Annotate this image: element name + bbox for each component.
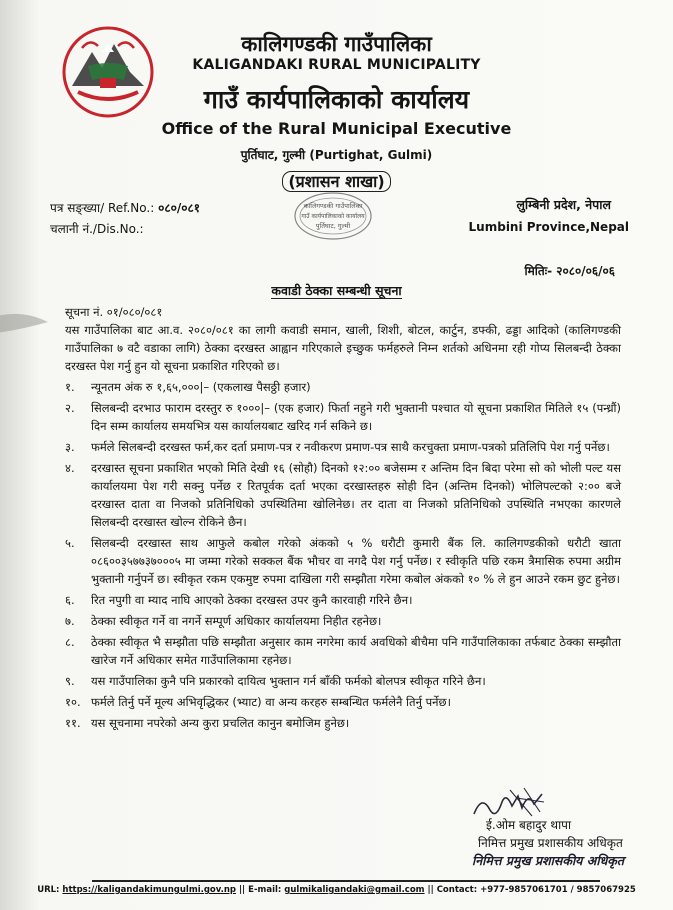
condition-text: सिलबन्दी दरभाउ फाराम दरस्तुर रु १०००|– (एक हजार) फिर्ता नहुने गरी भुक्तानी पश्चात यो सूचना प्रकाशित मितिले १५ (पन्ध्रौं) दिन सम्म कार्यालय समयभित्र यस कार्यालयबाट खरिद गर्न सकिने छ।: [91, 401, 621, 433]
condition-item: [65, 399, 621, 435]
condition-item: [65, 612, 621, 630]
footer-contact-label: Contact:: [436, 885, 478, 895]
condition-item: [65, 534, 621, 588]
municipality-name-english: KALIGANDAKI RURAL MUNICIPALITY: [192, 57, 481, 73]
condition-number: ५.: [65, 536, 75, 550]
footer-separator: ||: [238, 885, 246, 895]
condition-number: १०.: [65, 695, 81, 709]
footer: [0, 885, 673, 895]
condition-text: न्यूनतम अंक रु १,६५,०००|– (एकलाख पैसठ्ठी हजार): [91, 380, 311, 394]
notice-date: मितिः- २०८०/०६/०६: [524, 264, 615, 278]
footer-email-link[interactable]: gulmikaligandaki@gmail.com: [284, 885, 425, 895]
dispatch-label: चलानी नं./Dis.No.:: [50, 222, 144, 236]
condition-item: [65, 714, 621, 732]
signatory-name: ई.ओम बहादुर थापा: [486, 818, 572, 832]
condition-item: [65, 693, 621, 711]
condition-item: [65, 378, 621, 396]
footer-divider: [92, 880, 600, 882]
condition-text: यस सूचनामा नपरेको अन्य कुरा प्रचलित कानुन बमोजिम हुनेछ।: [91, 716, 350, 730]
location-nepali: पुर्तिघाट, गुल्मी: [240, 148, 306, 162]
footer-contact-value: +977-9857061701 / 9857067925: [480, 885, 636, 895]
condition-item: [65, 672, 621, 690]
condition-number: १.: [65, 380, 75, 394]
condition-text: फर्मले सिलबन्दी दरखस्त फर्म,कर दर्ता प्रमाण-पत्र र नवीकरण प्रमाण-पत्र साथै करचुक्ता प्रमाण-पत्रको प्रतिलिपि पेश गर्नु पर्नेछ।: [91, 440, 610, 454]
condition-number: ११.: [65, 716, 81, 730]
notice-title-text: कवाडी ठेक्का सम्बन्धी सूचना: [271, 283, 402, 298]
notice-number: सूचना नं. ०१/०८०/०८१: [65, 305, 163, 319]
condition-number: ६.: [65, 593, 75, 607]
condition-number: ८.: [65, 635, 75, 649]
office-stamp-icon: [292, 190, 374, 242]
condition-text: यस गाउँपालिका कुनै पनि प्रकारको दायित्व भुक्तान गर्न बाँकी फर्मको बोलपत्र स्वीकृत गरिने छैन।: [91, 674, 486, 688]
section-name: [0, 170, 673, 192]
footer-separator: ||: [427, 885, 434, 895]
notice-intro: यस गाउँपालिका बाट आ.व. २०८०/०८१ का लागी कवाडी समान, खाली, शिशी, बोटल, कार्टुन, डफ्की, ढड्डा आदिको (कालिगण्डकी गाउँपालिका ७ वटै वडाका लागि) ठेक्का दरखस्त आह्वान गरिएकाले इच्छुक फर्महरुले निम्न शर्तको अधिनमा रही गोप्य सिलबन्दी ठेक्का दरखस्त पेश गर्नु हुन यो सूचना प्रकाशित गरिएको छ।: [65, 323, 621, 373]
municipality-name-nepali: कालिगण्डकी गाउँपालिका: [241, 32, 432, 56]
condition-number: २.: [65, 401, 75, 415]
condition-item: [65, 633, 621, 669]
condition-text: फर्मले तिर्नु पर्ने मूल्य अभिवृद्धिकर (भ्याट) वा अन्य करहरु सम्बन्धित फर्मलेनै तिर्नु पर्नेछ।: [91, 695, 451, 709]
signatory-designation: निमित्त प्रमुख प्रशासकीय अधिकृत: [478, 836, 623, 850]
condition-item: [65, 591, 621, 609]
designation-stamp: निमित्त प्रमुख प्रशासकीय अधिकृत: [472, 853, 624, 868]
condition-text: ठेक्का स्वीकृत गर्ने वा नगर्ने सम्पूर्ण अधिकार कार्यालयमा निहीत रहनेछ।: [91, 614, 382, 628]
office-name-english: Office of the Rural Municipal Executive: [161, 119, 512, 138]
stamp-line-3: पुर्तिघाट, गुल्मी: [315, 222, 351, 230]
notice-body: [65, 303, 621, 732]
province-nepali: लुम्बिनी प्रदेश, नेपाल: [516, 197, 611, 212]
dispatch-number: [50, 220, 144, 237]
condition-item: [65, 438, 621, 456]
footer-email-label: E-mail:: [248, 885, 282, 895]
condition-number: ४.: [65, 461, 75, 475]
condition-text: रित नपुगी वा म्याद नाघि आएको ठेक्का दरखस्त उपर कुनै कारवाही गरिने छैन।: [91, 593, 413, 607]
condition-number: ७.: [65, 614, 75, 628]
section-label: (प्रशासन शाखा): [282, 171, 390, 192]
location-english: (Purtighat, Gulmi): [309, 148, 433, 162]
reference-label: पत्र सङ्ख्या/ Ref.No.:: [50, 201, 155, 215]
stamp-line-1: कालिगण्डकी गाउँपालिका: [303, 202, 363, 210]
province-english: Lumbini Province,Nepal: [468, 220, 629, 234]
condition-number: ३.: [65, 440, 75, 454]
condition-text: ठेक्का स्वीकृत भै सम्झौता पछि सम्झौता अनुसार काम नगरेमा कार्य अवधिको बीचैमा पनि गाउँपालिकाका तर्फबाट ठेक्का सम्झौता खारेज गर्ने अधिकार समेत गाउँपालिकामा रहनेछ।: [91, 635, 621, 667]
footer-url-label: URL:: [37, 885, 60, 895]
notice-title: [0, 282, 673, 299]
condition-number: ९.: [65, 674, 75, 688]
reference-value: ०८०/०८१: [158, 201, 200, 215]
footer-url-link[interactable]: https://kaligandakimungulmi.gov.np: [62, 885, 236, 895]
condition-text: सिलबन्दी दरखास्त साथ आफुले कबोल गरेको अंकको ५ % धरौटी कुमारी बैंक लि. कालिगण्डकीको धरौटी खाता ०८६००३५७७३७०००५ मा जम्मा गरेको सक्कल बैंक भौचर वा नगदै पेश गर्नु पर्नेछ। र स्वीकृति पछि रकम त्रैमासिक रुपमा अग्रीम भुक्तानी गर्नुपर्ने छ। स्वीकृत रकम एकमुष्ट रुपमा दाखिला गरी सम्झौता गरेमा कबोल अंकको १० % ले हुन आउने रकम छुट हुनेछ।: [91, 536, 621, 586]
reference-number: [50, 199, 200, 216]
condition-item: [65, 459, 621, 531]
stamp-line-2: गाउँ कार्यपालिकाको कार्यालय: [301, 213, 365, 220]
conditions-list: [65, 378, 621, 732]
office-name-nepali: गाउँ कार्यपालिकाको कार्यालय: [203, 85, 470, 114]
condition-text: दरखास्त सूचना प्रकाशित भएको मिति देखी १६ (सोहौ) दिनको १२:०० बजेसम्म र अन्तिम दिन बिदा परेमा सो को भोली पल्ट यस कार्यालयमा पेश गरी सक्नु पर्नेछ र रितपूर्वक दर्ता भएका दरखास्तहरु सोही दिन (अन्तिम दिनको) भोलिपल्टको २:०० बजे दरखास्त दाता वा निजको प्रतिनिधिको उपस्थितिमा खोलिनेछ। तर दाता वा निजको प्रतिनिधिको उपस्थिति नभएका कारणले सिलबन्दी दरखास्त खोल्न रोकिने छैन।: [91, 461, 621, 529]
photo-shadow: [0, 300, 50, 340]
location: [0, 146, 673, 163]
